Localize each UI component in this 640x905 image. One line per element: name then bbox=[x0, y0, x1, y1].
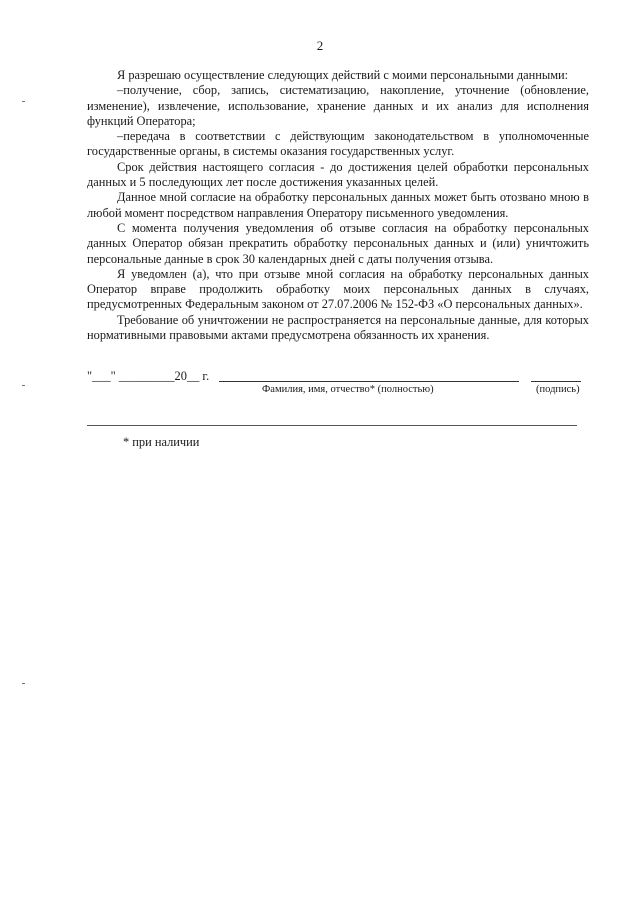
paragraph-revocation: Данное мной согласие на обработку персональных данных может быть отозвано мною в любой момент посредством направления Оператору письменного уведомления. bbox=[87, 190, 589, 220]
signature-line bbox=[531, 381, 581, 382]
paragraph-actions-list: –получение, сбор, запись, систематизацию, накопление, уточнение (обновление, изменение), извлечение, использование, хранение данных и их анализ для исполнения функций Оператора; bbox=[87, 83, 589, 128]
date-field: "___" _________20__ г. bbox=[87, 369, 210, 383]
signature-caption: (подпись) bbox=[536, 384, 580, 395]
paragraph-after-revocation: С момента получения уведомления об отзыве согласия на обработку персональных данных Оператор обязан прекратить обработку персональных данных и (или) уничтожить персональные данные в срок 30 календарных дней с даты получения отзыва. bbox=[87, 220, 589, 266]
signature-row bbox=[87, 369, 589, 399]
footnote-text: * при наличии bbox=[123, 435, 200, 449]
consent-body bbox=[87, 68, 589, 343]
footnote-divider bbox=[87, 425, 577, 426]
paragraph-destruction: Требование об уничтожении не распространяется на персональные данные, для которых нормативными правовыми актами предусмотрена обязанность их хранения. bbox=[87, 312, 589, 343]
paragraph-transfer: –передача в соответствии с действующим законодательством в уполномоченные государственные органы, в системы оказания государственных услуг. bbox=[87, 129, 589, 159]
full-name-line bbox=[219, 381, 519, 382]
full-name-caption: Фамилия, имя, отчество* (полностью) bbox=[262, 384, 434, 395]
scan-margin-mark bbox=[22, 385, 25, 386]
scan-margin-mark bbox=[22, 683, 25, 684]
paragraph-permission: Я разрешаю осуществление следующих действий с моими персональными данными: bbox=[117, 68, 569, 82]
paragraph-validity-term: Срок действия настоящего согласия - до достижения целей обработки персональных данных и 5 последующих лет после достижения указанных целей. bbox=[87, 159, 589, 190]
paragraph-notice: Я уведомлен (а), что при отзыве мной согласия на обработку персональных данных Оператор вправе продолжить обработку моих персональных данных в случаях, предусмотренных Федеральным законом от 27.07.2006 № 152-ФЗ «О персональных данных». bbox=[87, 266, 589, 312]
scan-margin-mark bbox=[22, 101, 25, 102]
page-number: 2 bbox=[316, 38, 324, 53]
